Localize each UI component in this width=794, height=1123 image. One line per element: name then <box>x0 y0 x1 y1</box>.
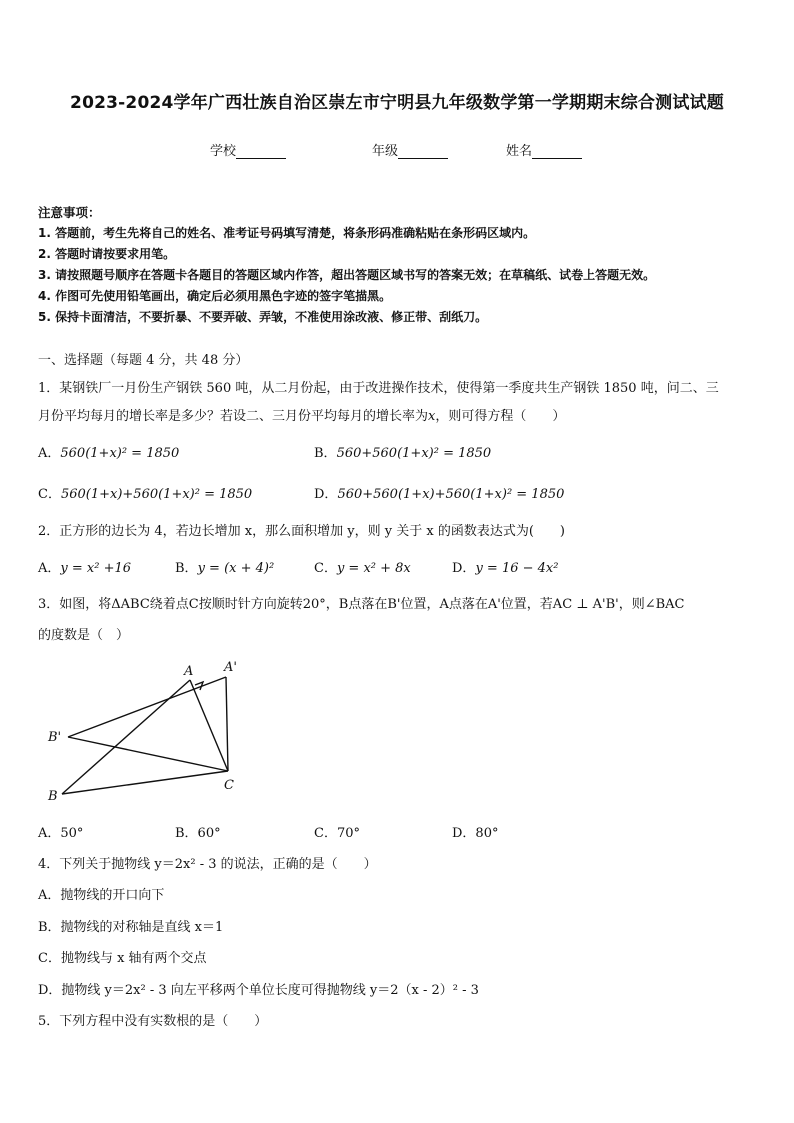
segment-ac <box>190 680 228 771</box>
label-b-prime: B' <box>48 730 62 745</box>
option-label: B． <box>314 446 337 461</box>
option-label: C． <box>314 561 337 576</box>
segment-bc <box>62 771 228 794</box>
option-label: D． <box>314 487 338 502</box>
q1-option-c <box>38 483 252 502</box>
q4-stem: 4．下列关于抛物线 y＝2x² - 3 的说法，正确的是（ ） <box>38 857 377 872</box>
option-formula: y = x² +16 <box>60 561 132 576</box>
note-item: 4. 作图可先使用铅笔画出，确定后必须用黑色字迹的签字笔描黑。 <box>38 289 392 303</box>
q4-option-b: B．抛物线的对称轴是直线 x＝1 <box>38 920 224 935</box>
option-label: B． <box>175 561 198 576</box>
q2-stem: 2．正方形的边长为 4，若边长增加 x，那么面积增加 y，则 y 关于 x 的函数表达式为( ) <box>38 524 565 539</box>
q1-stem-text: 月份平均每月的增长率是多少？若设二、三月份平均每月的增长率为 <box>38 409 429 424</box>
note-item: 1. 答题前，考生先将自己的姓名、准考证号码填写清楚，将条形码准确粘贴在条形码区域内。 <box>38 226 536 240</box>
note-item: 3. 请按照题号顺序在答题卡各题目的答题区域内作答，超出答题区域书写的答案无效；在草稿纸、试卷上答题无效。 <box>38 268 656 282</box>
student-info-row <box>0 140 794 160</box>
option-label: A． <box>38 561 61 576</box>
q3-option-a: A．50° <box>38 826 84 841</box>
option-formula: y = x² + 8x <box>336 561 411 576</box>
q1-option-b <box>314 442 491 461</box>
q1-option-a <box>38 442 179 461</box>
q2-option-c <box>314 557 411 576</box>
q3-option-c: C．70° <box>314 826 360 841</box>
option-formula: y = 16 − 4x² <box>475 561 559 576</box>
q1-stem-line1: 1．某钢铁厂一月份生产钢铁 560 吨，从二月份起，由于改进操作技术，使得第一季度共生产钢铁 1850 吨，问二、三 <box>38 381 719 396</box>
option-label: C． <box>38 487 61 502</box>
q2-option-b <box>175 557 274 576</box>
segment-bprime-c <box>68 737 228 771</box>
segment-bprime-aprime <box>68 677 226 737</box>
section-heading: 一、选择题（每题 4 分，共 48 分） <box>38 353 249 368</box>
grade-field <box>372 140 448 159</box>
name-blank <box>532 145 582 159</box>
option-formula: 560(1+x)+560(1+x)² = 1850 <box>60 487 253 502</box>
name-label: 姓名 <box>506 144 533 159</box>
q3-option-b: B．60° <box>175 826 221 841</box>
grade-blank <box>398 145 448 159</box>
q1-stem-line2 <box>38 405 565 424</box>
note-item: 2. 答题时请按要求用笔。 <box>38 247 176 261</box>
q4-option-a: A．抛物线的开口向下 <box>38 888 165 903</box>
option-formula: y = (x + 4)² <box>197 561 275 576</box>
q1-stem-text-end: ，则可得方程（ ） <box>435 409 566 424</box>
option-formula: 560+560(1+x)² = 1850 <box>336 446 492 461</box>
q1-option-d <box>314 483 564 502</box>
option-label: D． <box>452 561 476 576</box>
q4-option-c: C．抛物线与 x 轴有两个交点 <box>38 951 207 966</box>
q3-stem-line2: 的度数是（ ） <box>38 628 130 643</box>
q4-option-d: D．抛物线 y＝2x² - 3 向左平移两个单位长度可得抛物线 y＝2（x - 2）² - 3 <box>38 983 479 998</box>
segment-ab <box>62 680 190 794</box>
q2-option-d <box>452 557 558 576</box>
option-label: A． <box>38 446 61 461</box>
q3-triangle-figure <box>38 655 258 805</box>
option-formula: 560(1+x)² = 1850 <box>60 446 180 461</box>
note-item: 5. 保持卡面清洁，不要折暴、不要弄破、弄皱，不准使用涂改液、修正带、刮纸刀。 <box>38 310 488 324</box>
option-formula: 560+560(1+x)+560(1+x)² = 1850 <box>337 487 565 502</box>
page-title: 2023-2024学年广西壮族自治区崇左市宁明县九年级数学第一学期期末综合测试试题 <box>70 93 724 113</box>
q5-stem: 5．下列方程中没有实数根的是（ ） <box>38 1014 268 1029</box>
label-b: B <box>48 789 58 804</box>
segment-aprime-c <box>226 677 228 771</box>
grade-label: 年级 <box>372 144 399 159</box>
label-a-prime: A' <box>224 660 237 675</box>
q3-stem-line1: 3．如图，将ΔABC绕着点C按顺时针方向旋转20°，B点落在B'位置，A点落在A'位置，若AC ⊥ A'B'，则∠BAC <box>38 597 685 612</box>
q1-variable: x <box>428 409 436 424</box>
school-blank <box>236 145 286 159</box>
school-label: 学校 <box>210 144 237 159</box>
label-a: A <box>184 664 194 679</box>
name-field <box>506 140 582 159</box>
school-field <box>210 140 286 159</box>
q2-option-a <box>38 557 131 576</box>
notes-heading: 注意事项： <box>38 205 101 220</box>
label-c: C <box>224 778 234 793</box>
q3-option-d: D．80° <box>452 826 499 841</box>
